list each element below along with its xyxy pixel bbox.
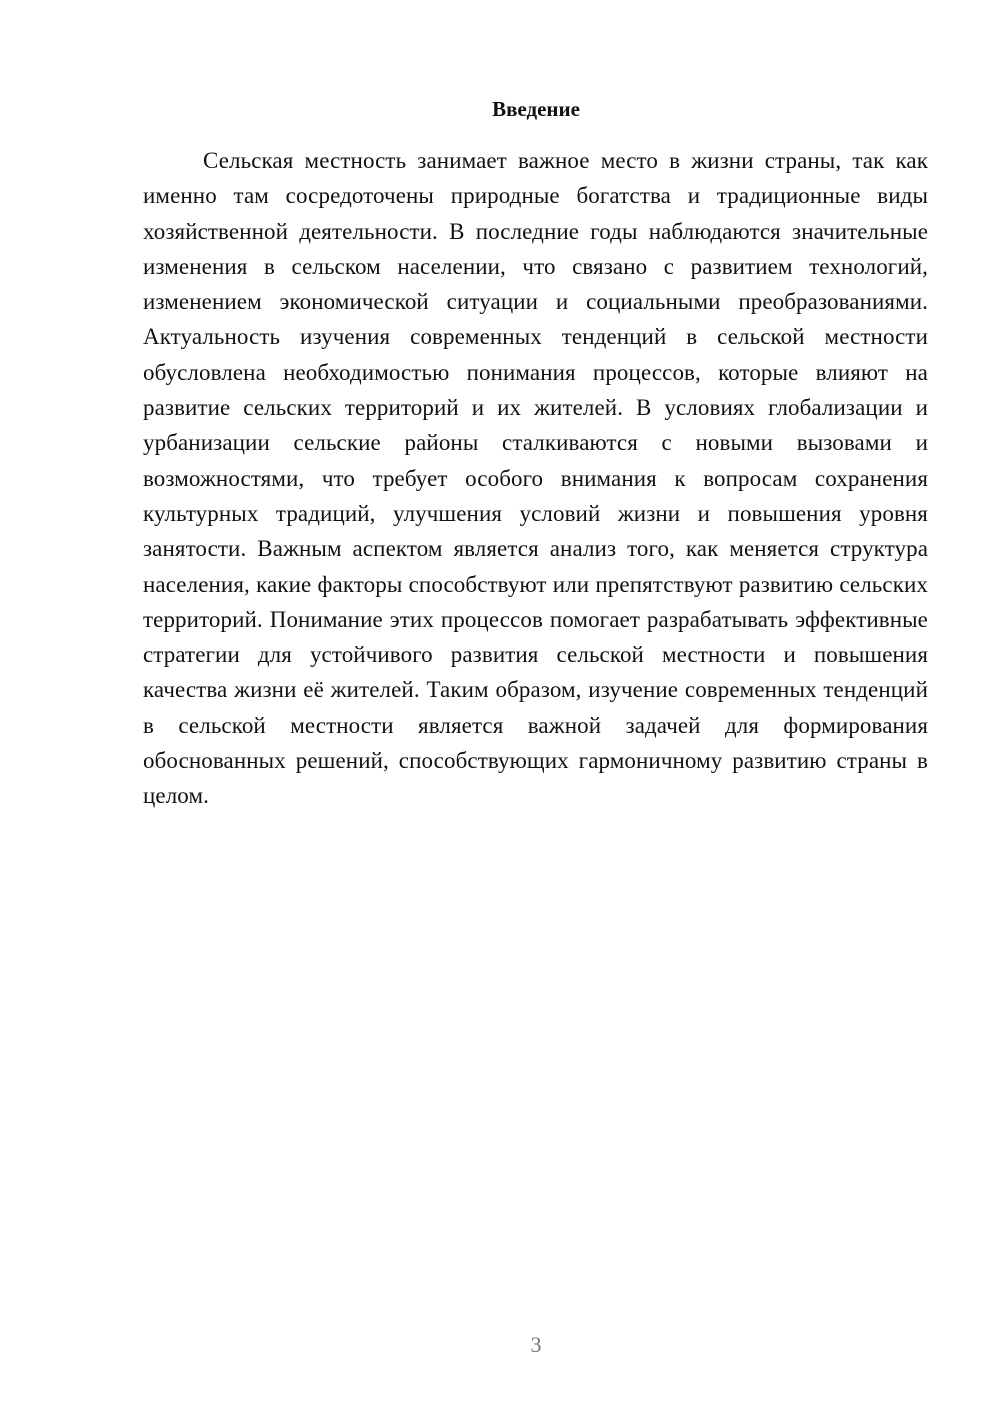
page-number: 3	[530, 1332, 542, 1357]
body-paragraph: Сельская местность занимает важное место в жизни страны, так как именно там сосредоточены природные богатства и традиционные виды хозяйственной деятельности. В последние годы наблюдаются значительные изменения в сельском населении, что связано с развитием технологий, изменением экономической ситуации и социальными преобразованиями. Актуальность изучения современных тенденций в сельской местности обусловлена необходимостью понимания процессов, которые влияют на развитие сельских территорий и их жителей. В условиях глобализации и урбанизации сельские районы сталкиваются с новыми вызовами и возможностями, что требует особого внимания к вопросам сохранения культурных традиций, улучшения условий жизни и повышения уровня занятости. Важным аспектом является анализ того, как меняется структура населения, какие факторы способствуют или препятствуют развитию сельских территорий. Понимание этих процессов помогает разрабатывать эффективные стратегии для устойчивого развития сельской местности и повышения качества жизни её жителей. Таким образом, изучение современных тенденций в сельской местности является важной задачей для формирования обоснованных решений, способствующих гармоничному развитию страны в целом.	[143, 148, 928, 809]
section-heading: Введение	[492, 97, 580, 121]
